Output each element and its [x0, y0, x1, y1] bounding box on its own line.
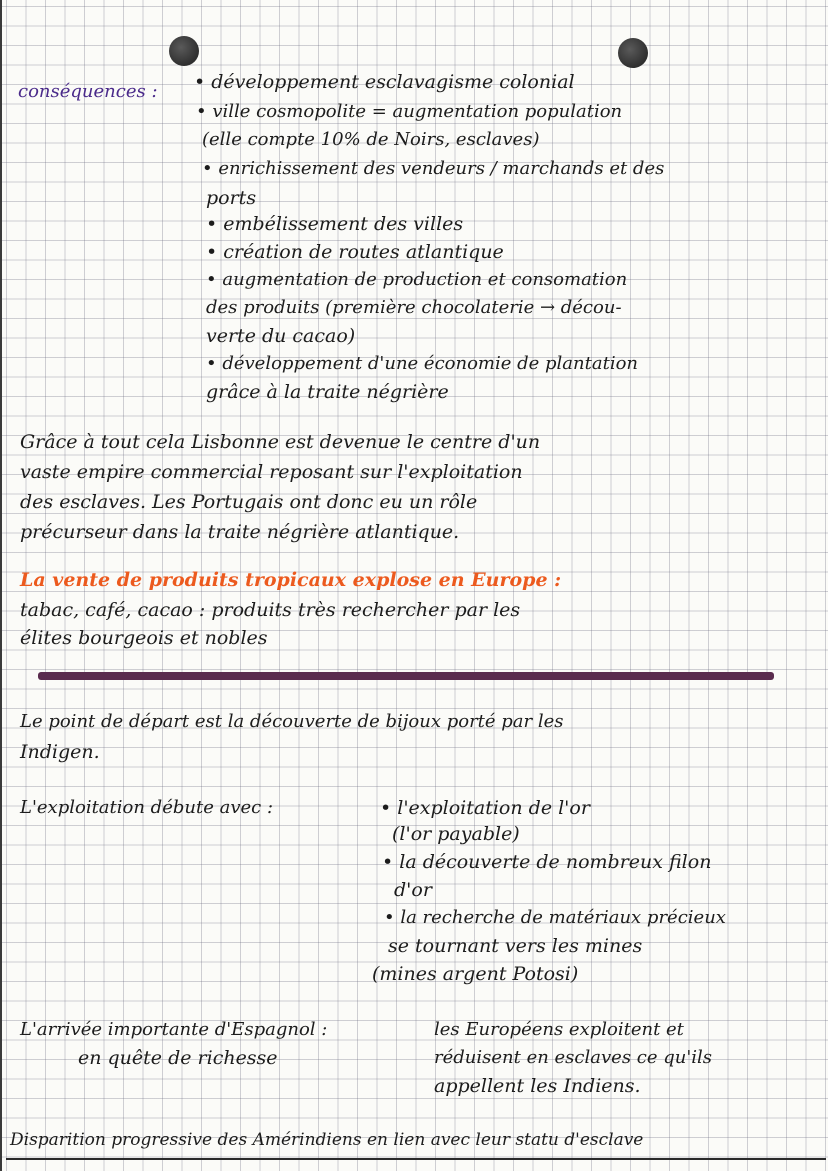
arrivee-lead: en quête de richesse — [78, 1047, 278, 1069]
lisbonne-line: des esclaves. Les Portugais ont donc eu un rôle — [20, 491, 478, 513]
consequence-line: • ville cosmopolite = augmentation population — [196, 101, 623, 122]
tropical-title: La vente de produits tropicaux explose en Europe : — [20, 569, 562, 591]
exploitation-line: (l'or payable) — [392, 823, 520, 845]
consequence-line: (elle compte 10% de Noirs, esclaves) — [202, 129, 540, 150]
consequence-line: • création de routes atlantique — [206, 241, 504, 263]
point-depart-line: Indigen. — [20, 741, 100, 763]
exploitation-line: • l'exploitation de l'or — [380, 797, 590, 819]
exploitation-line: se tournant vers les mines — [388, 935, 643, 957]
arrivee-lead: L'arrivée importante d'Espagnol : — [20, 1019, 328, 1040]
lisbonne-line: Grâce à tout cela Lisbonne est devenue le centre d'un — [20, 431, 541, 453]
consequence-line: verte du cacao) — [206, 325, 356, 347]
consequence-line: grâce à la traite négrière — [206, 381, 449, 403]
tropical-line: élites bourgeois et nobles — [20, 627, 268, 649]
arrivee-line: appellent les Indiens. — [434, 1075, 641, 1097]
bottom-line — [6, 1158, 826, 1160]
consequence-line: • développement d'une économie de plantation — [206, 353, 639, 374]
consequence-line: ports — [206, 187, 257, 209]
consequence-line: • développement esclavagisme colonial — [194, 71, 575, 93]
punch-hole-left — [169, 36, 199, 66]
tropical-line: tabac, café, cacao : produits très rechercher par les — [20, 599, 521, 621]
consequence-line: • embélissement des villes — [206, 213, 464, 235]
exploitation-lead: L'exploitation débute avec : — [20, 797, 274, 818]
exploitation-line: • la recherche de matériaux précieux — [384, 907, 726, 928]
consequence-line: des produits (première chocolaterie → décou- — [206, 297, 622, 318]
exploitation-line: (mines argent Potosi) — [372, 963, 579, 985]
consequence-line: • augmentation de production et consomation — [206, 269, 628, 290]
exploitation-line: • la découverte de nombreux filon — [382, 851, 712, 873]
disparition-line: Disparition progressive des Amérindiens en lien avec leur statu d'esclave — [10, 1130, 644, 1150]
consequence-line: • enrichissement des vendeurs / marchands et des — [202, 158, 665, 179]
section-divider — [38, 672, 774, 680]
consequences-heading: conséquences : — [18, 81, 158, 102]
lisbonne-line: précurseur dans la traite négrière atlantique. — [20, 521, 460, 543]
exploitation-line: d'or — [394, 879, 432, 901]
point-depart-line: Le point de départ est la découverte de bijoux porté par les — [20, 711, 564, 732]
punch-hole-right — [618, 38, 648, 68]
arrivee-line: les Européens exploitent et — [434, 1019, 684, 1040]
lisbonne-line: vaste empire commercial reposant sur l'exploitation — [20, 461, 523, 483]
arrivee-line: réduisent en esclaves ce qu'ils — [434, 1047, 713, 1068]
